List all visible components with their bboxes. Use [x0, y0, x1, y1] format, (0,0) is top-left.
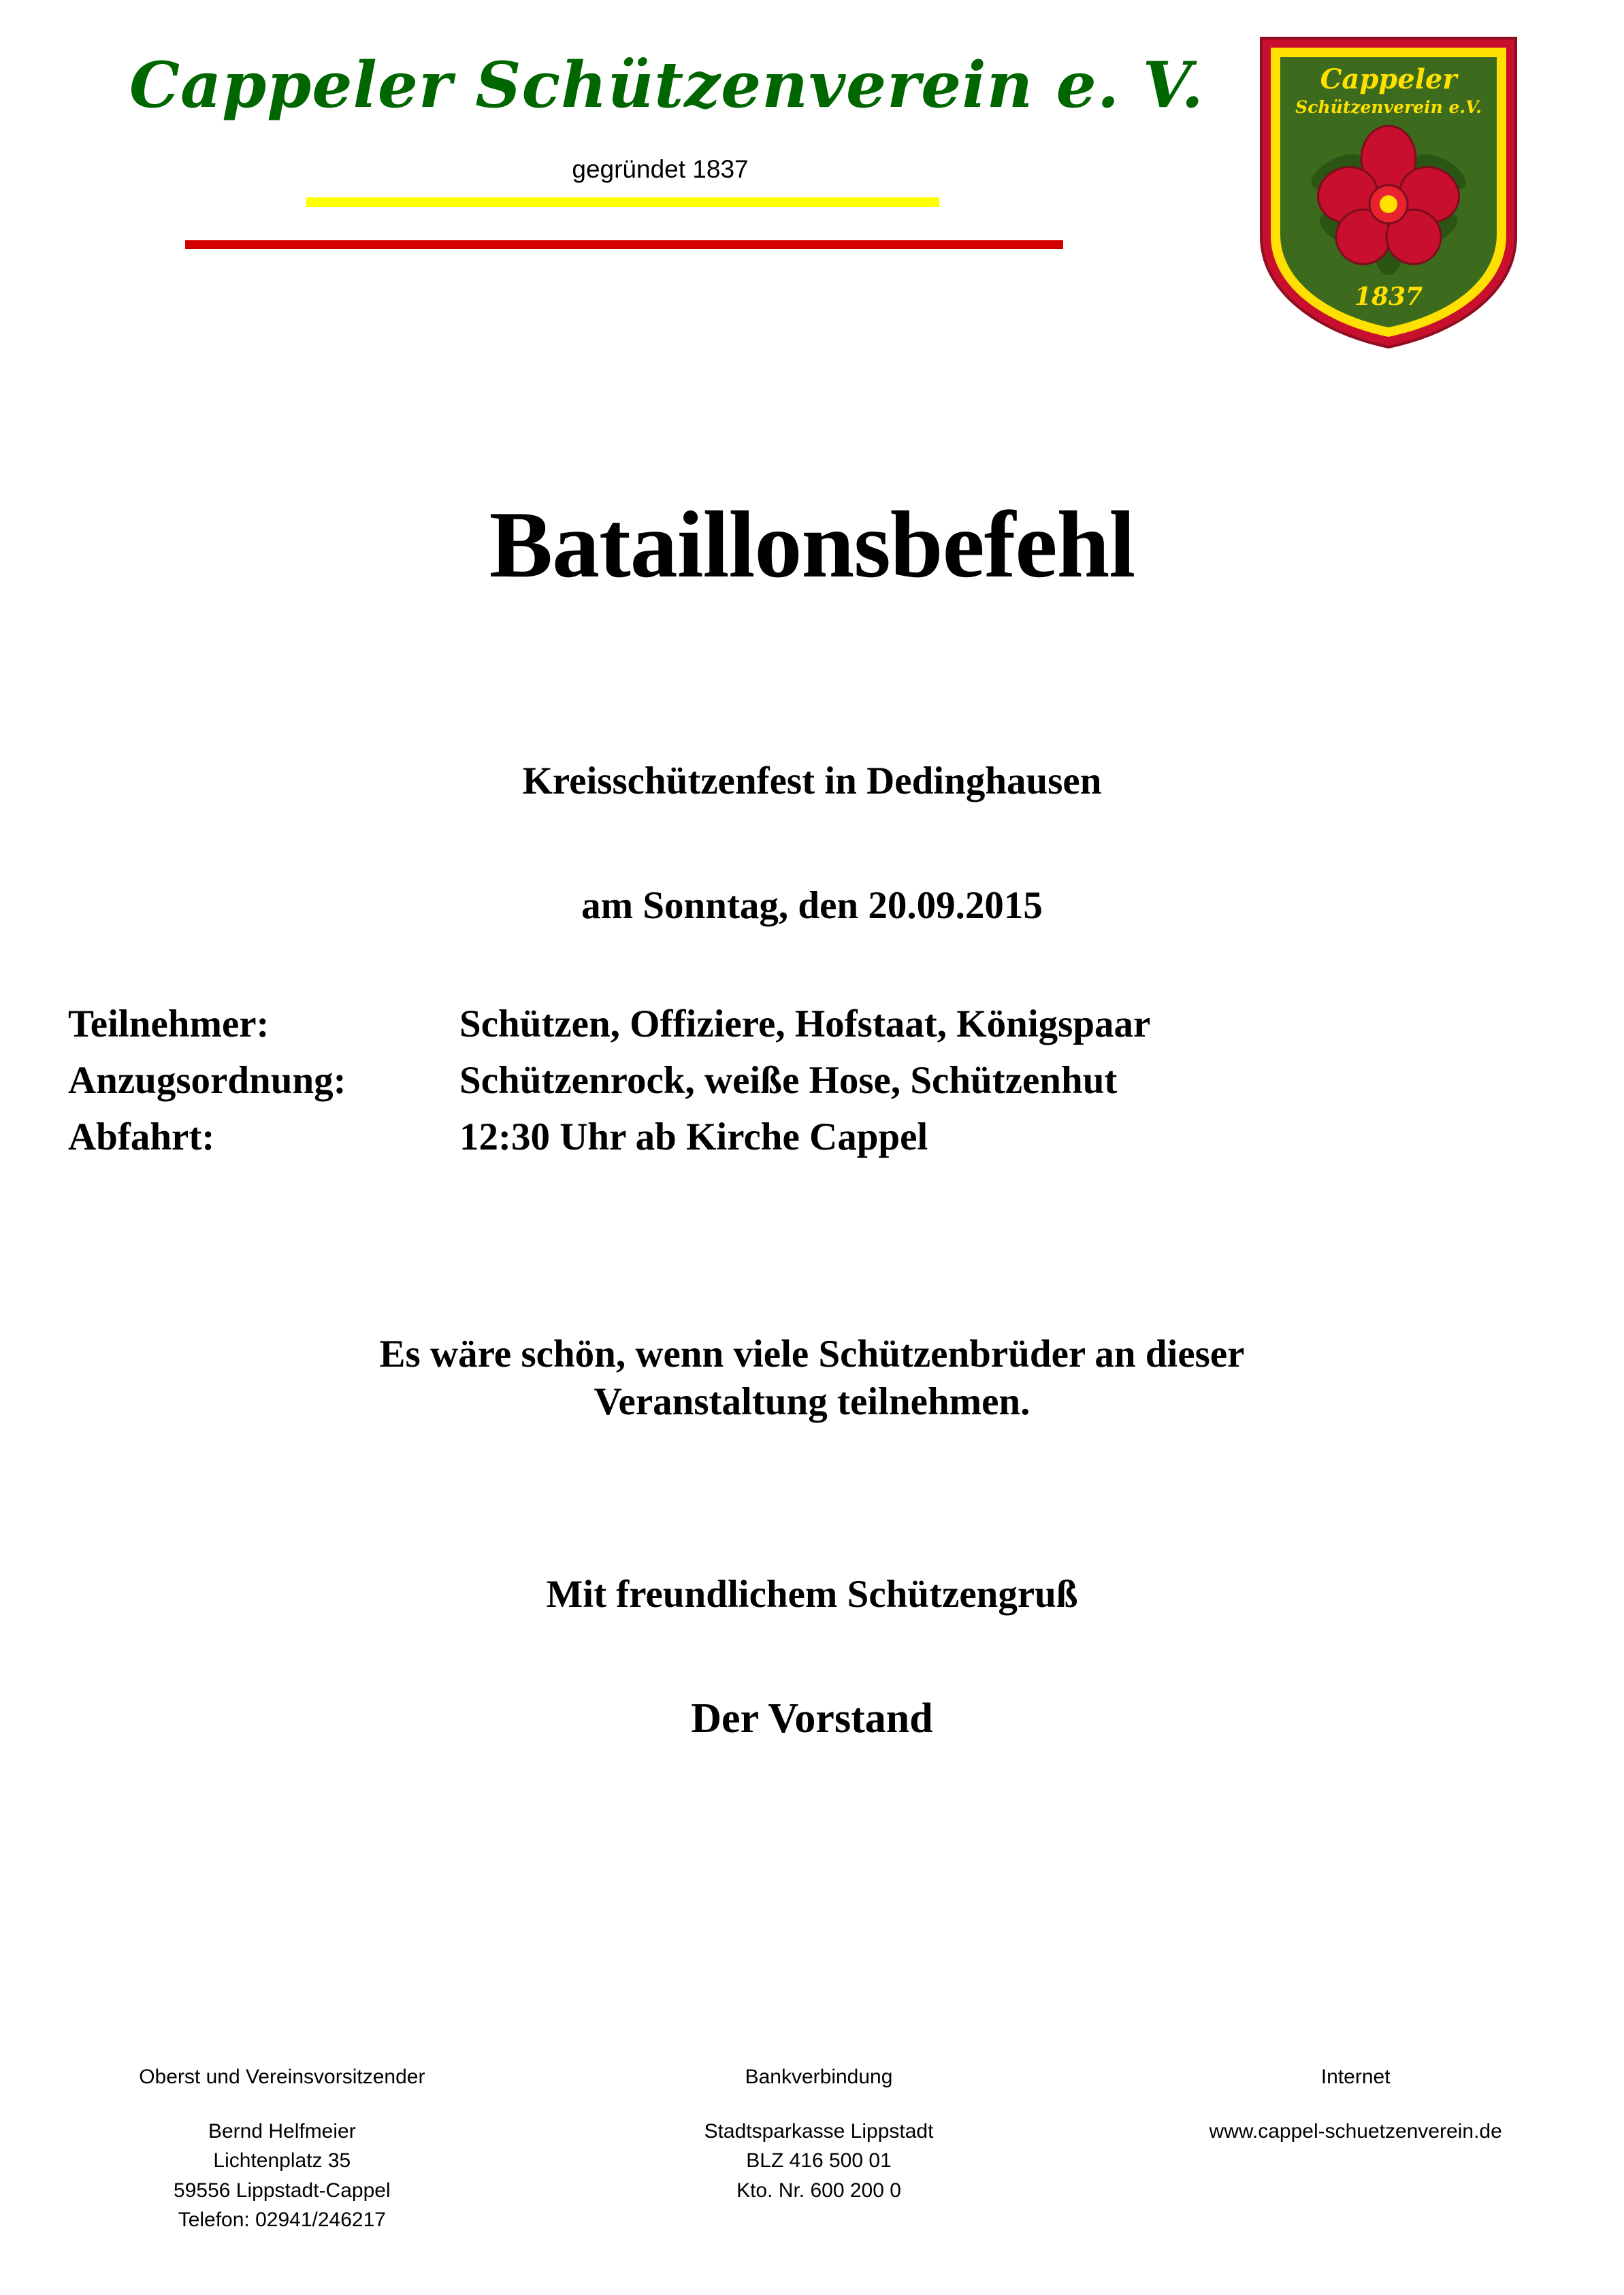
invitation-note-line2: Veranstaltung teilnehmen. [594, 1380, 1030, 1423]
footer-chairman-city: 59556 Lippstadt-Cappel [174, 2179, 391, 2202]
footer-heading-bank: Bankverbindung [745, 2066, 893, 2088]
footer-column-bank [551, 2062, 1088, 2235]
club-crest-logo [1256, 33, 1521, 353]
document-footer [0, 2062, 1624, 2235]
closing-signature: Der Vorstand [691, 1695, 933, 1742]
footer-bank-blz: BLZ 416 500 01 [746, 2149, 892, 2172]
detail-row [68, 1002, 1565, 1046]
club-name: Cappeler Schützenverein e. V. [129, 48, 1204, 122]
footer-heading-chairman: Oberst und Vereinsvorsitzender [139, 2066, 425, 2088]
yellow-divider [306, 197, 939, 207]
footer-website-link[interactable]: www.cappel-schuetzenverein.de [1209, 2119, 1502, 2143]
footer-bank-account: Kto. Nr. 600 200 0 [736, 2179, 901, 2202]
crest-line2: Schützenverein e.V. [1295, 97, 1482, 117]
footer-chairman-phone: Telefon: 02941/246217 [178, 2209, 386, 2231]
founded-year-text: gegründet 1837 [572, 155, 749, 183]
event-name: Kreisschützenfest in Dedinghausen [522, 760, 1102, 802]
crest-line1: Cappeler [1320, 63, 1457, 95]
detail-label-departure: Abfahrt: [68, 1116, 215, 1158]
event-date: am Sonntag, den 20.09.2015 [581, 884, 1043, 927]
footer-column-internet [1087, 2062, 1624, 2235]
letterhead [0, 0, 1624, 381]
footer-column-chairman [0, 2062, 551, 2235]
detail-row [68, 1115, 1565, 1159]
detail-value-participants: Schützen, Offiziere, Hofstaat, Königspaar [459, 1003, 1151, 1045]
invitation-note [0, 1331, 1624, 1425]
footer-chairman-street: Lichtenplatz 35 [213, 2149, 351, 2172]
detail-row [68, 1058, 1565, 1103]
closing-greeting: Mit freundlichem Schützengruß [546, 1573, 1078, 1616]
crest-year: 1837 [1354, 282, 1423, 311]
red-divider [185, 240, 1063, 249]
footer-bank-name: Stadtsparkasse Lippstadt [704, 2119, 934, 2143]
details-list [68, 1002, 1565, 1171]
detail-value-dresscode: Schützenrock, weiße Hose, Schützenhut [459, 1059, 1118, 1102]
footer-heading-internet: Internet [1320, 2066, 1391, 2088]
page-title: Bataillonsbefehl [489, 492, 1135, 598]
detail-label-dresscode: Anzugsordnung: [68, 1059, 346, 1102]
detail-label-participants: Teilnehmer: [68, 1003, 270, 1045]
invitation-note-line1: Es wäre schön, wenn viele Schützenbrüder an dieser [379, 1333, 1245, 1376]
detail-value-departure: 12:30 Uhr ab Kirche Cappel [459, 1116, 928, 1158]
footer-chairman-name: Bernd Helfmeier [208, 2119, 356, 2143]
